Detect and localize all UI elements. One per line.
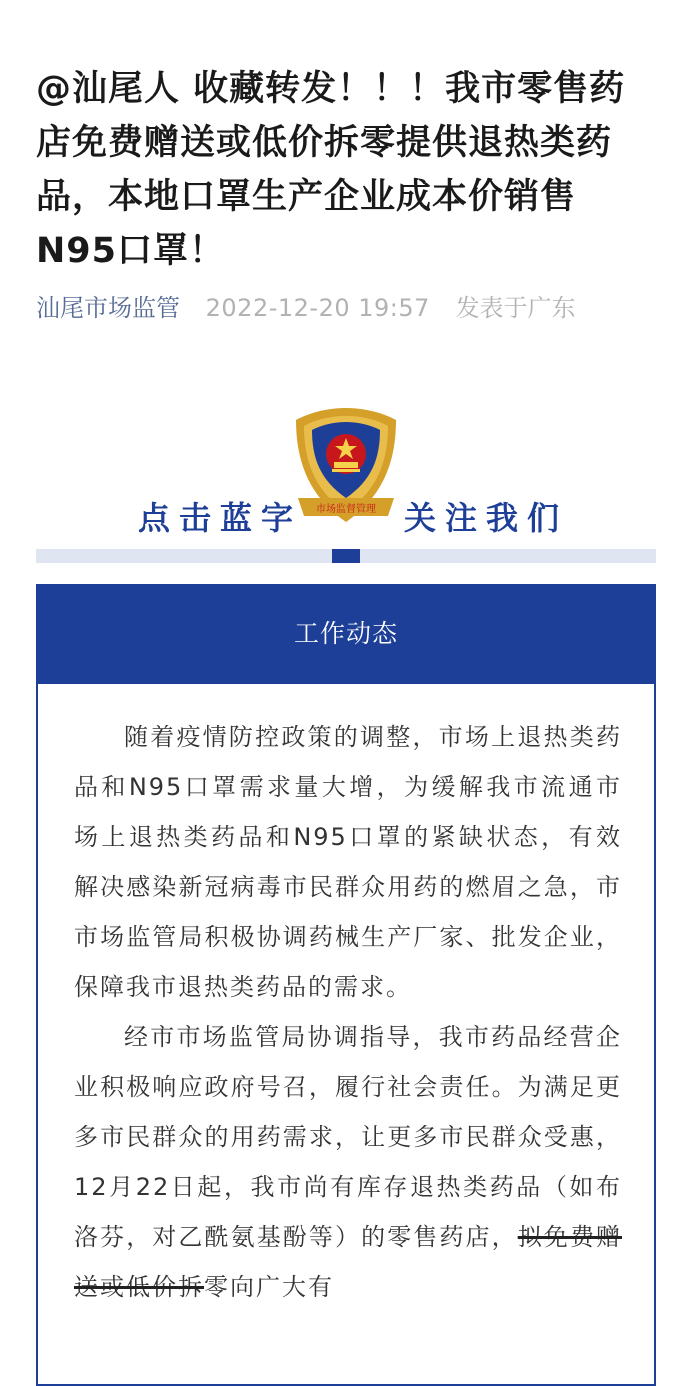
paragraph-2-end: 零向广大有 bbox=[204, 1273, 334, 1301]
paragraph-2-start: 经市市场监管局协调指导，我市药品经营企业积极响应政府号召，履行社会责任。为满足更多市民群众的用药需求，让更多市民群众受惠，12月22日起，我市尚有库存退热类药品（如布洛芬，对乙酰氨基酚等）的零售药店， bbox=[74, 1023, 622, 1251]
struck-text: 拟免费赠送或低价拆 bbox=[74, 1223, 623, 1301]
emblem-gate bbox=[334, 462, 358, 468]
paragraph-1: 随着疫情防控政策的调整，市场上退热类药品和N95口罩需求量大增，为缓解我市流通市场上退热类药品和N95口罩的紧缺状态，有效解决感染新冠病毒市民群众用药的燃眉之急，市市场监管局积极协调药械生产厂家、批发企业，保障我市退热类药品的需求。 bbox=[74, 723, 622, 1001]
emblem-ribbon-text: 市场监督管理 bbox=[316, 504, 376, 515]
publish-time: 2022-12-20 19:57 bbox=[205, 294, 430, 322]
article-title: @汕尾人 收藏转发！！！我市零售药店免费赠送或低价拆零提供退热类药品，本地口罩生产企业成本价销售N95口罩！ bbox=[36, 69, 626, 271]
follow-text-right: 关注我们 bbox=[404, 499, 569, 537]
follow-banner[interactable] bbox=[36, 395, 656, 570]
work-news-section bbox=[36, 584, 656, 1386]
banner-divider-mark bbox=[332, 549, 360, 563]
market-supervision-emblem-icon bbox=[288, 400, 404, 530]
account-name-link[interactable]: 汕尾市场监管 bbox=[36, 294, 180, 322]
section-header: 工作动态 bbox=[36, 584, 656, 684]
article-meta bbox=[36, 290, 576, 326]
follow-text-left: 点击蓝字 bbox=[138, 499, 303, 537]
publish-location: 发表于广东 bbox=[455, 294, 576, 322]
emblem-gate-base bbox=[332, 469, 360, 472]
article-body bbox=[74, 712, 622, 1312]
paragraph-2 bbox=[74, 1012, 622, 1312]
